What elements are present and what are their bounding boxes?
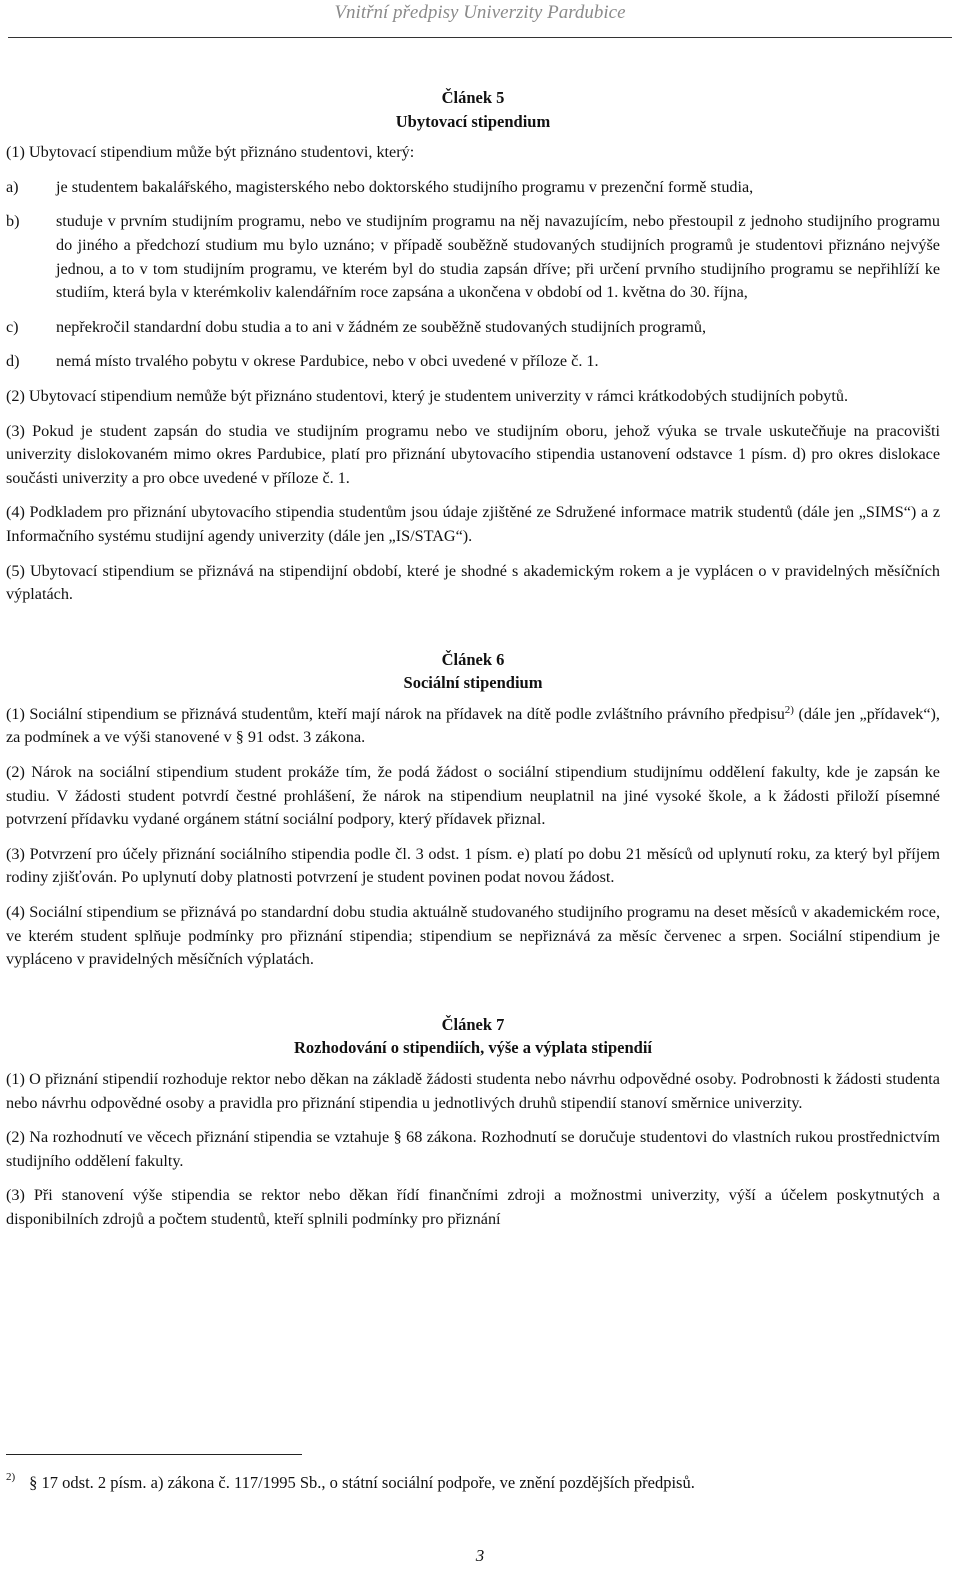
paragraph-text: (1) Sociální stipendium se přiznává studentům, kteří mají nárok na přídavek na dítě podle zvláštního právního předpisu <box>6 704 785 723</box>
item-marker: a) <box>6 177 19 196</box>
article-number: Článek 5 <box>441 88 505 107</box>
paragraph: (5) Ubytovací stipendium se přiznává na stipendijní období, které je shodné s akademickým rokem a je vyplácen o v pravidelných měsíčních výplatách. <box>6 561 940 604</box>
list-item <box>6 316 940 340</box>
article-7-heading <box>6 1013 940 1060</box>
paragraph: (3) Pokud je student zapsán do studia ve studijním programu nebo ve studijním oboru, jehož výuka se trvale uskutečňuje na pracovišti univerzity dislokovaném mimo okres Pardubice, platí pro přiznání ubytovacího stipendia ustanovení odstavce 1 písm. d) pro okres dislokace součásti univerzity a pro obce uvedené v příloze č. 1. <box>6 421 940 487</box>
article-title: Rozhodování o stipendiích, výše a výplata stipendií <box>293 1038 653 1058</box>
paragraph-text: (dále jen „přídavek“), za podmínek a ve výši stanovené v § 91 odst. 3 zákona. <box>6 704 940 747</box>
paragraph: (2) Nárok na sociální stipendium student prokáže tím, že podá žádost o sociální stipendium studijnímu oddělení fakulty, kde je zapsán ke studiu. V žádosti student potvrdí čestné prohlášení, že nárok na stipendium neuplatnil na jiné vysoké škole, a k žádosti přiloží písemné potvrzení přídavku vydané orgánem státní sociální podpory, který přídavek přiznal. <box>6 763 940 829</box>
list-item <box>6 350 940 374</box>
item-text: nepřekročil standardní dobu studia a to ani v žádném ze souběžně studovaných studijních programů, <box>56 317 707 336</box>
item-text: studuje v prvním studijním programu, nebo ve studijním programu na něj navazujícím, nebo přestoupil z jednoho studijního programu do jiného a předchozí studium mu bylo uznáno; v případě souběžně studovaných studijních programů je studentovi přiznáno nejvýše jednou, a to v tom studijním programu, ve kterém byl do studia zapsán dříve; při určení prvního studijního programu se nepřihlíží ke studiím, která byla v kterémkoliv kalendářním roce zapsána a ukončena v období od 1. května do 30. října, <box>56 212 940 302</box>
list-item <box>6 176 940 200</box>
footnote-reference: 2) <box>784 703 794 716</box>
paragraph: (2) Ubytovací stipendium nemůže být přiznáno studentovi, který je studentem univerzity v rámci krátkodobých studijních pobytů. <box>6 386 849 405</box>
paragraph: (3) Potvrzení pro účely přiznání sociálního stipendia podle čl. 3 odst. 1 písm. e) platí po dobu 21 měsíců od uplynutí roku, za který byl příjem rodiny zjišťován. Po uplynutí doby platnosti potvrzení je student povinen podat novou žádost. <box>6 844 940 887</box>
item-marker: d) <box>6 352 20 371</box>
article-title: Sociální stipendium <box>403 673 543 693</box>
article-number: Článek 6 <box>441 649 505 669</box>
article-5-heading <box>6 86 940 133</box>
footnote <box>6 1472 936 1496</box>
item-text: je studentem bakalářského, magisterského nebo doktorského studijního programu v prezenční formě studia, <box>56 177 754 196</box>
footnote-text: § 17 odst. 2 písm. a) zákona č. 117/1995 Sb., o státní sociální podpoře, ve znění pozdějších předpisů. <box>29 1473 695 1492</box>
paragraph: (1) O přiznání stipendií rozhoduje rektor nebo děkan na základě žádosti studenta nebo návrhu odpovědné osoby. Podrobnosti k žádosti studenta nebo návrhu odpovědné osoby a pravidla pro přiznání stipendia u jednotlivých druhů stipendií stanoví směrnice univerzity. <box>6 1070 940 1112</box>
paragraph: (1) Ubytovací stipendium může být přiznáno studentovi, který: <box>6 143 415 162</box>
paragraph: (3) Při stanovení výše stipendia se rektor nebo děkan řídí finančními zdroji a možnostmi univerzity, výší a účelem poskytnutých a disponibilních zdrojů a počtem studentů, kteří splnili podmínky pro přiznání <box>6 1186 940 1228</box>
footnote-separator <box>6 1454 302 1455</box>
paragraph <box>6 703 940 750</box>
list-item <box>6 210 940 304</box>
item-marker: c) <box>6 317 19 336</box>
paragraph: (2) Na rozhodnutí ve věcech přiznání stipendia se vztahuje § 68 zákona. Rozhodnutí se doručuje studentovi do vlastních rukou prostřednictvím studijního oddělení fakulty. <box>6 1128 940 1170</box>
article-title: Ubytovací stipendium <box>395 111 551 131</box>
header-rule <box>8 37 952 38</box>
paragraph: (4) Sociální stipendium se přiznává po standardní dobu studia aktuálně studovaného studijního programu na deset měsíců v akademickém roce, ve kterém student splňuje podmínky pro přiznání stipendia; stipendium se nepřiznává za měsíc červenec a srpen. Sociální stipendium je vypláceno v pravidelných měsíčních výplatách. <box>6 903 940 969</box>
article-number: Článek 7 <box>441 1014 505 1034</box>
page-number: 3 <box>475 1546 485 1565</box>
item-text: nemá místo trvalého pobytu v okrese Pardubice, nebo v obci uvedené v příloze č. 1. <box>56 352 599 371</box>
footnote-marker: 2) <box>6 1471 16 1483</box>
item-marker: b) <box>6 212 20 231</box>
item-list <box>6 176 940 374</box>
article-6-heading <box>6 648 940 695</box>
paragraph: (4) Podkladem pro přiznání ubytovacího stipendia studentům jsou údaje zjištěné ze Sdružené informace matrik studentů (dále jen „SIMS“) a z Informačního systému studijní agendy univerzity (dále jen „IS/STAG“). <box>6 503 940 545</box>
document-body <box>6 86 940 1243</box>
running-header: Vnitřní předpisy Univerzity Pardubice <box>334 2 626 23</box>
